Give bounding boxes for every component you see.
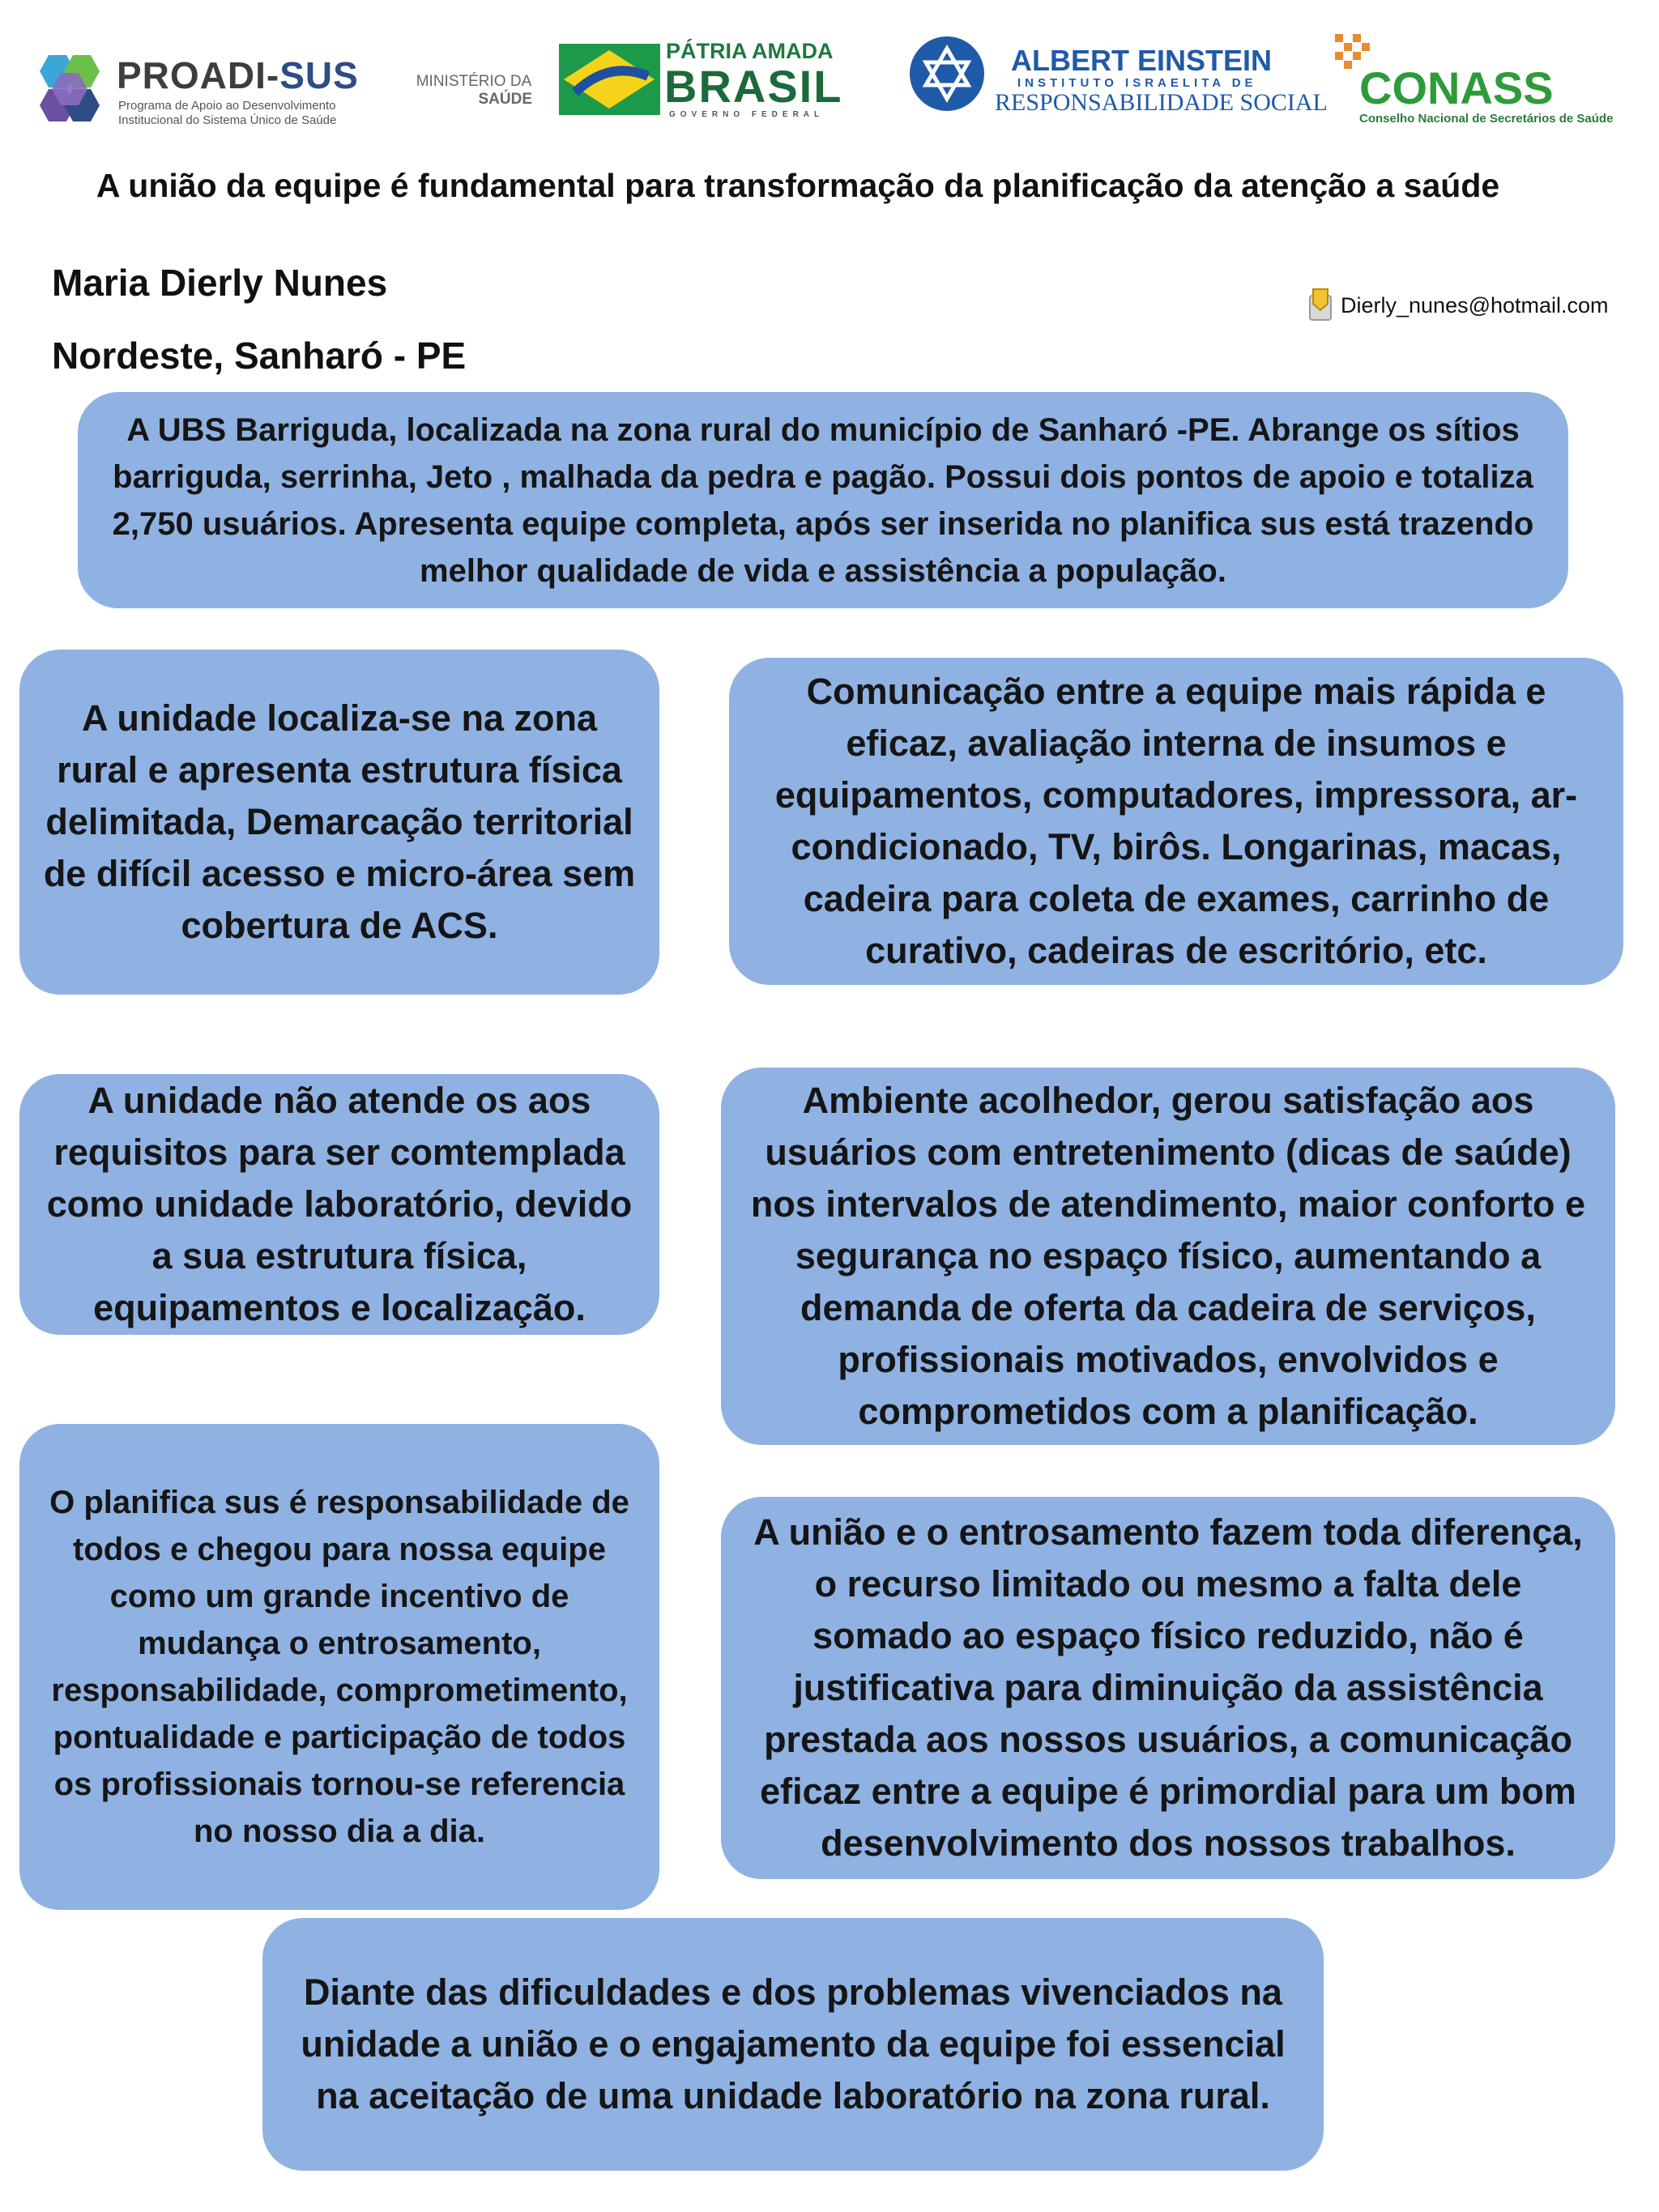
planifica-sus-box [19,1424,659,1910]
intro-text: A UBS Barriguda, localizada na zona rural do município de Sanharó -PE. Abrange os sítios barriguda, serrinha, Jeto , malhada da pedra e pagão. Possui dois pontos de apoio e totaliza 2,750 usuários. Apresenta equipe completa, após ser inserida no planifica sus está trazendo melhor qualidade de vida e assistência a população. [112,411,1534,589]
brasil-line-2: BRASIL [664,61,843,112]
email-address[interactable]: Dierly_nunes@hotmail.com [1341,292,1609,318]
intro-box [78,392,1568,608]
proadi-sus-logo [31,49,371,134]
author-name: Maria Dierly Nunes [52,262,388,304]
laboratory-requirements-box [19,1074,659,1335]
author-region: Nordeste, Sanharó - PE [52,335,467,377]
brasil-line-1: PÁTRIA AMADA [666,39,834,63]
einstein-line-1: ALBERT EINSTEIN [1011,44,1273,77]
team-unity-text: A união e o entrosamento fazem toda diferença, o recurso limitado ou mesmo a falta dele somado ao espaço físico reduzido, não é justificativa para diminuição da assistência prestada aos nossos usuários, a comunicação eficaz entre a equipe é primordial para um bom desenvolvimento dos nossos trabalhos. [753,1511,1583,1864]
location-text: A unidade localiza-se na zona rural e apresenta estrutura física delimitada, Demarcação territorial de difícil acesso e micro-área sem cobertura de ACS. [43,697,636,946]
conclusion-box [262,1918,1324,2171]
poster-title: A união da equipe é fundamental para transformação da planificação da atenção a saúde [96,167,1500,204]
conclusion-text: Diante das dificuldades e dos problemas vivenciados na unidade a união e o engajamento da equipe foi essencial na aceitação de uma unidade laboratório na zona rural. [301,1971,1286,2116]
ministerio-line-1: MINISTÉRIO DA [416,73,532,90]
laboratory-requirements-text: A unidade não atende os aos requisitos para ser comtemplada como unidade laboratório, devido a sua estrutura física, equipamentos e localização. [46,1080,633,1328]
location-box [19,650,659,995]
einstein-line-2: INSTITUTO ISRAELITA DE [1017,76,1257,90]
conass-logo [1328,31,1620,128]
ministerio-line-2: SAÚDE [478,91,532,108]
brasil-flag-icon [559,44,660,115]
proadi-name-main: PROADI- [117,54,280,96]
albert-einstein-logo [907,32,1328,121]
ministerio-saude-logo [409,73,539,121]
proadi-subtitle-1: Programa de Apoio ao Desenvolvimento [118,99,336,113]
email-contact [1308,288,1609,323]
communication-text: Comunicação entre a equipe mais rápida e eficaz, avaliação interna de insumos e equipamentos, computadores, impressora, ar-condicionado, TV, birôs. Longarinas, macas, cadeira para coleta de exames, carrinho de curativo, cadeiras de escritório, etc. [774,671,1578,971]
proadi-name-accent: SUS [279,54,359,96]
proadi-subtitle-2: Institucional do Sistema Único de Saúde [118,113,337,127]
welcoming-environment-box [721,1068,1615,1445]
brasil-governo-logo [559,39,843,120]
conass-name: CONASS [1359,62,1554,113]
conass-subtitle: Conselho Nacional de Secretários de Saúde [1359,112,1614,126]
einstein-star-icon [907,34,987,113]
email-envelope-icon [1308,288,1333,323]
brasil-line-3: GOVERNO FEDERAL [669,110,825,119]
team-unity-box [721,1497,1615,1879]
proadi-hexagon-icon [31,49,108,130]
communication-box [729,658,1623,985]
einstein-line-3: RESPONSABILIDADE SOCIAL [995,89,1328,116]
welcoming-environment-text: Ambiente acolhedor, gerou satisfação aos usuários com entretenimento (dicas de saúde) nos intervalos de atendimento, maior conforto e segurança no espaço físico, aumentando a demanda de oferta da cadeira de serviços, profissionais motivados, envolvidos e comprometidos com a planificação. [750,1080,1586,1432]
planifica-sus-text: O planifica sus é responsabilidade de todos e chegou para nossa equipe como um grande incentivo de mudança o entrosamento, responsabilidade, comprometimento, pontualidade e participação de todos os profissionais tornou-se referencia no nosso dia a dia. [49,1485,629,1849]
